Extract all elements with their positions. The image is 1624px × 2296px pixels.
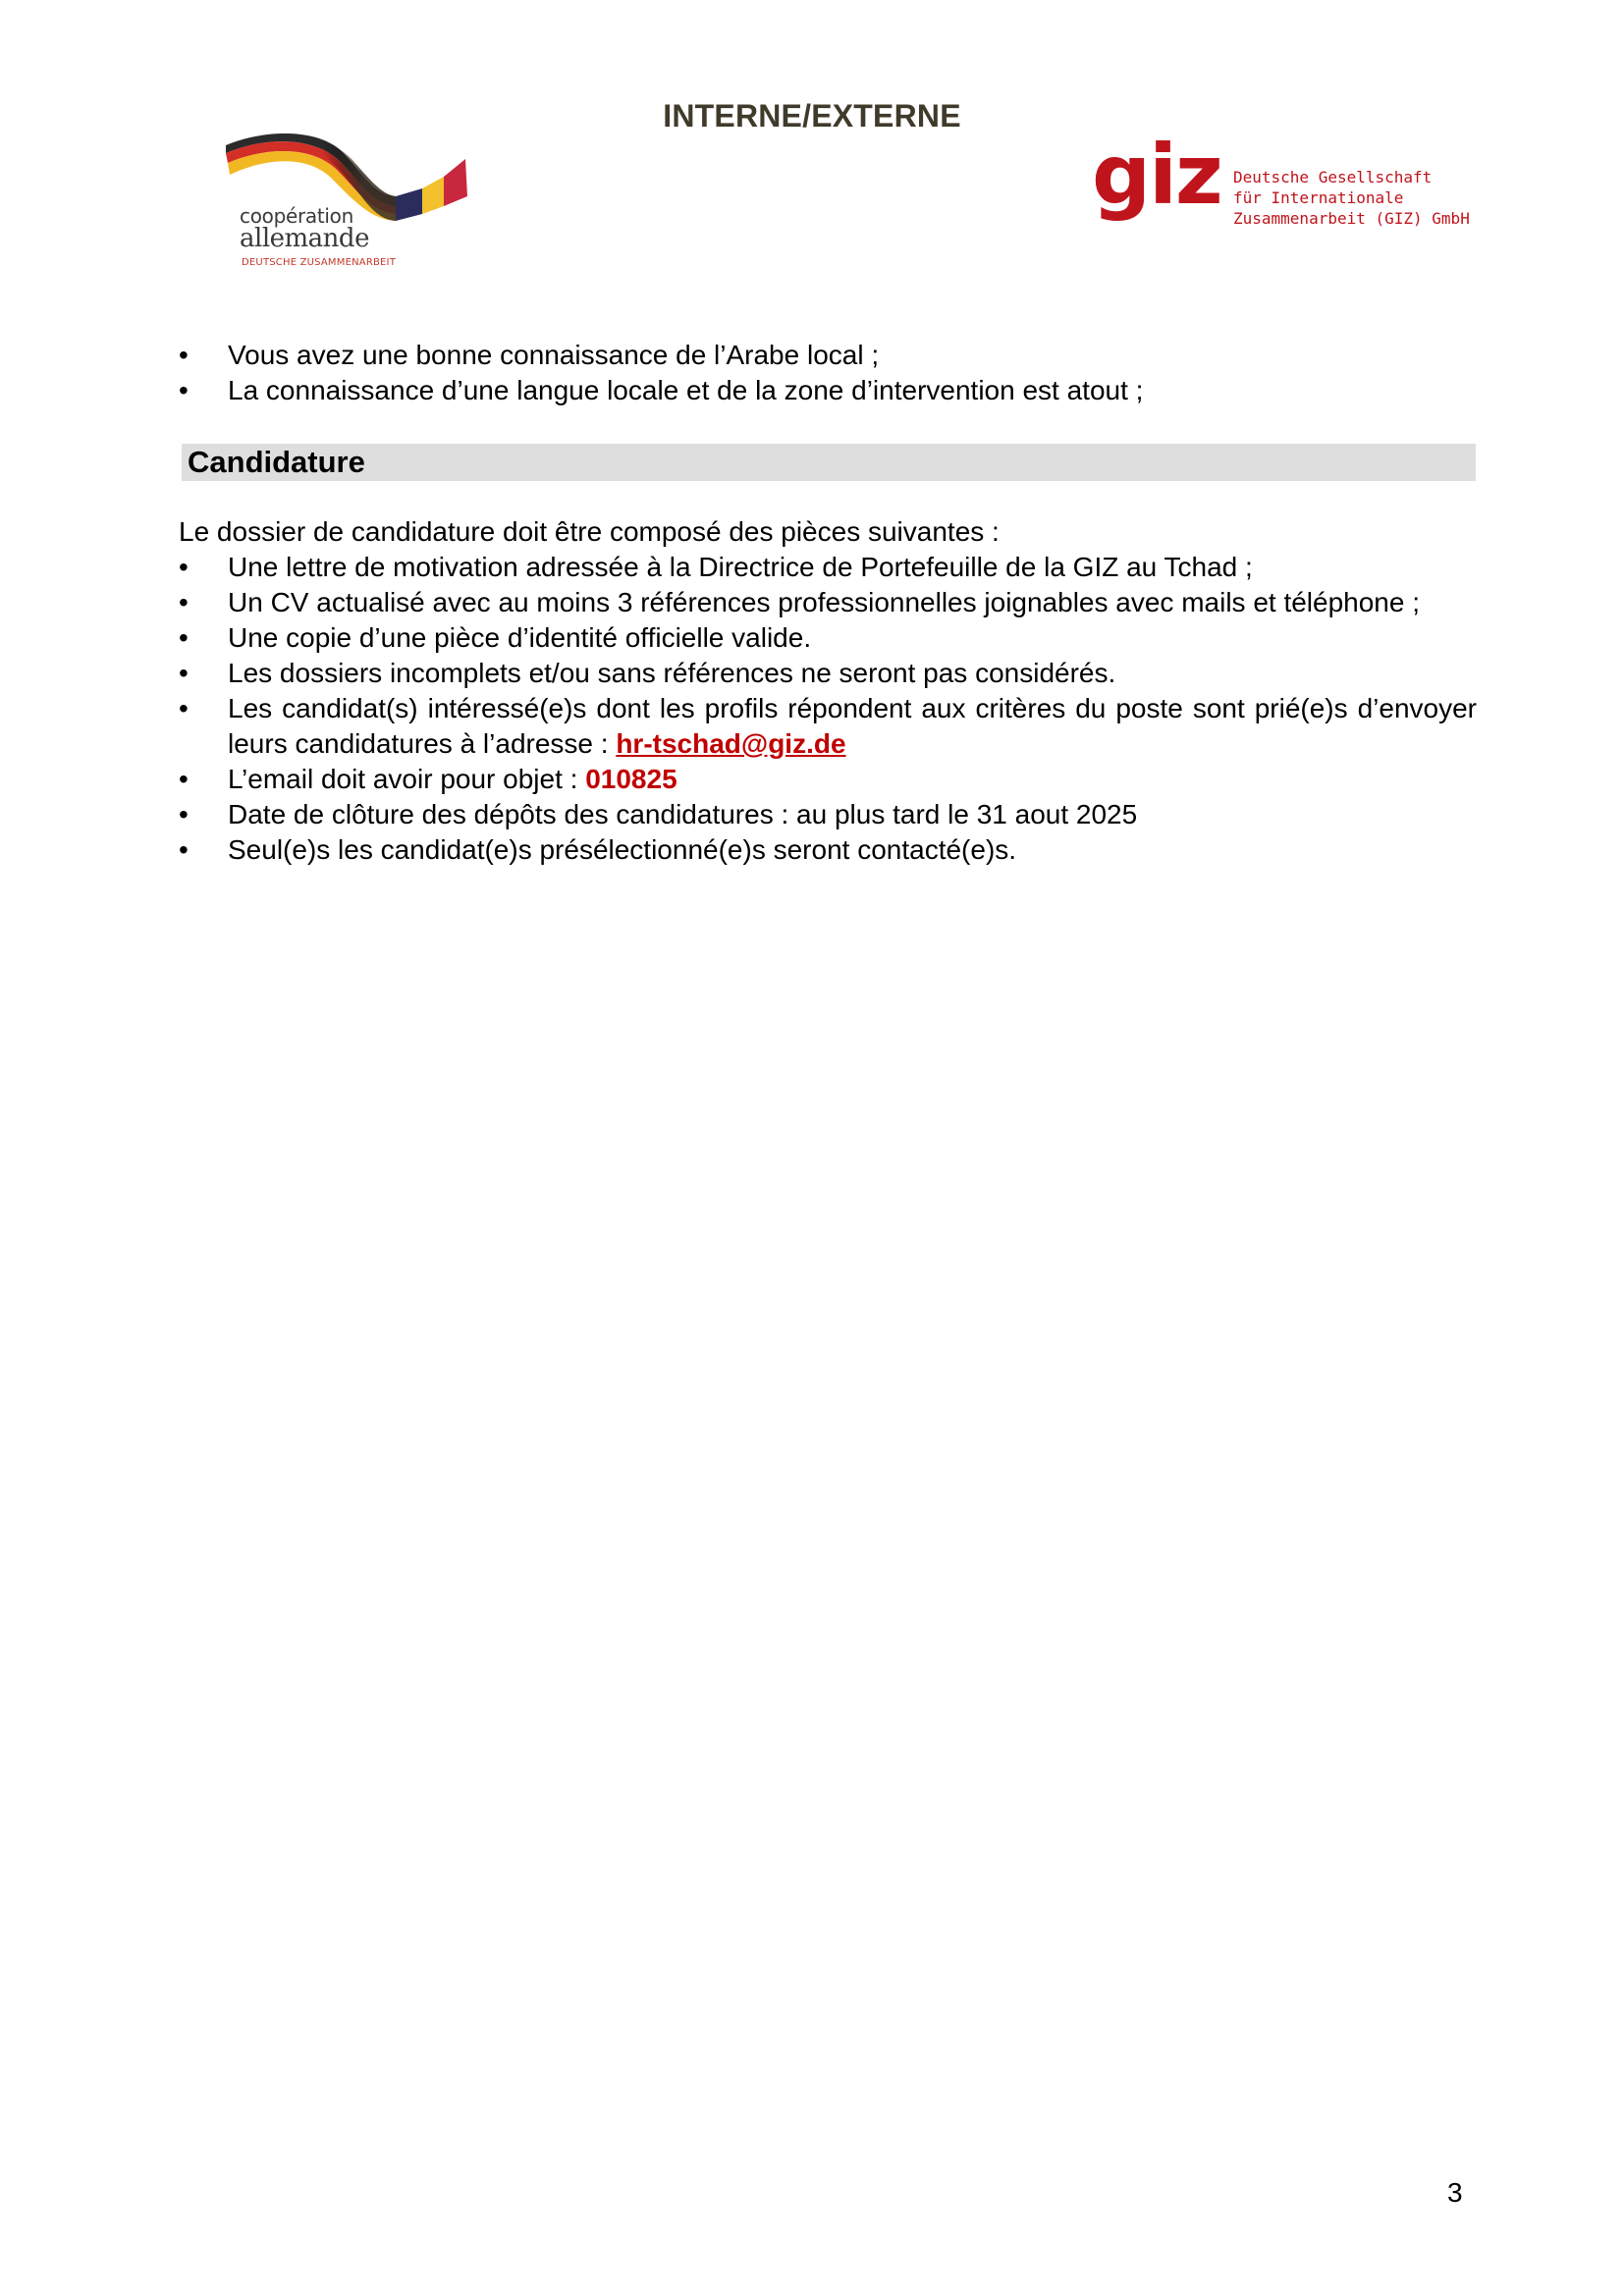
requirements-list bbox=[179, 338, 1477, 408]
list-item: • Vous avez une bonne connaissance de l’Arabe local ; bbox=[179, 338, 1477, 373]
list-item-subject bbox=[179, 762, 1477, 797]
subject-code: 010825 bbox=[585, 764, 677, 794]
page-number: 3 bbox=[1447, 2177, 1463, 2208]
subject-text: L’email doit avoir pour objet : bbox=[228, 764, 586, 794]
list-item: • Une lettre de motivation adressée à la Directrice de Portefeuille de la GIZ au Tchad ; bbox=[179, 550, 1477, 585]
logo-text-deutsche-zusammenarbeit: DEUTSCHE ZUSAMMENARBEIT bbox=[242, 257, 397, 268]
list-item-apply bbox=[179, 691, 1477, 762]
list-item: • La connaissance d’une langue locale et de la zone d’intervention est atout ; bbox=[179, 373, 1477, 408]
list-item: • Seul(e)s les candidat(e)s présélectionné(e)s seront contacté(e)s. bbox=[179, 832, 1477, 868]
giz-name-line-2: für Internationale bbox=[1233, 188, 1404, 207]
logo-text-cooperation: coopération bbox=[240, 204, 353, 228]
section-title: Candidature bbox=[188, 445, 365, 479]
list-item: • Un CV actualisé avec au moins 3 références professionnelles joignables avec mails et téléphone ; bbox=[179, 585, 1477, 620]
logo-text-allemande: allemande bbox=[240, 224, 369, 253]
section-intro: Le dossier de candidature doit être composé des pièces suivantes : bbox=[179, 516, 1000, 547]
giz-wordmark: giz bbox=[1092, 127, 1221, 223]
section-header-candidature bbox=[182, 444, 1476, 481]
giz-name-line-1: Deutsche Gesellschaft bbox=[1233, 168, 1433, 187]
giz-name-line-3: Zusammenarbeit (GIZ) GmbH bbox=[1233, 209, 1470, 228]
list-item: • Date de clôture des dépôts des candidatures : au plus tard le 31 aout 2025 bbox=[179, 797, 1477, 832]
classification-label: INTERNE/EXTERNE bbox=[663, 98, 961, 133]
document-body bbox=[179, 338, 1477, 868]
list-item: • Une copie d’une pièce d’identité officielle valide. bbox=[179, 620, 1477, 656]
document-classification bbox=[0, 98, 1624, 134]
list-item: • Les dossiers incomplets et/ou sans références ne seront pas considérés. bbox=[179, 656, 1477, 691]
giz-logo bbox=[1092, 127, 1485, 255]
application-list bbox=[179, 550, 1477, 868]
email-link[interactable]: hr-tschad@giz.de bbox=[616, 728, 846, 759]
giz-organisation-name bbox=[1233, 167, 1470, 229]
cooperation-allemande-logo bbox=[224, 133, 469, 277]
apply-text: Les candidat(s) intéressé(e)s dont les profils répondent aux critères du poste sont prié(e)s d’envoyer leurs candidatures à l’adresse : bbox=[228, 693, 1477, 759]
